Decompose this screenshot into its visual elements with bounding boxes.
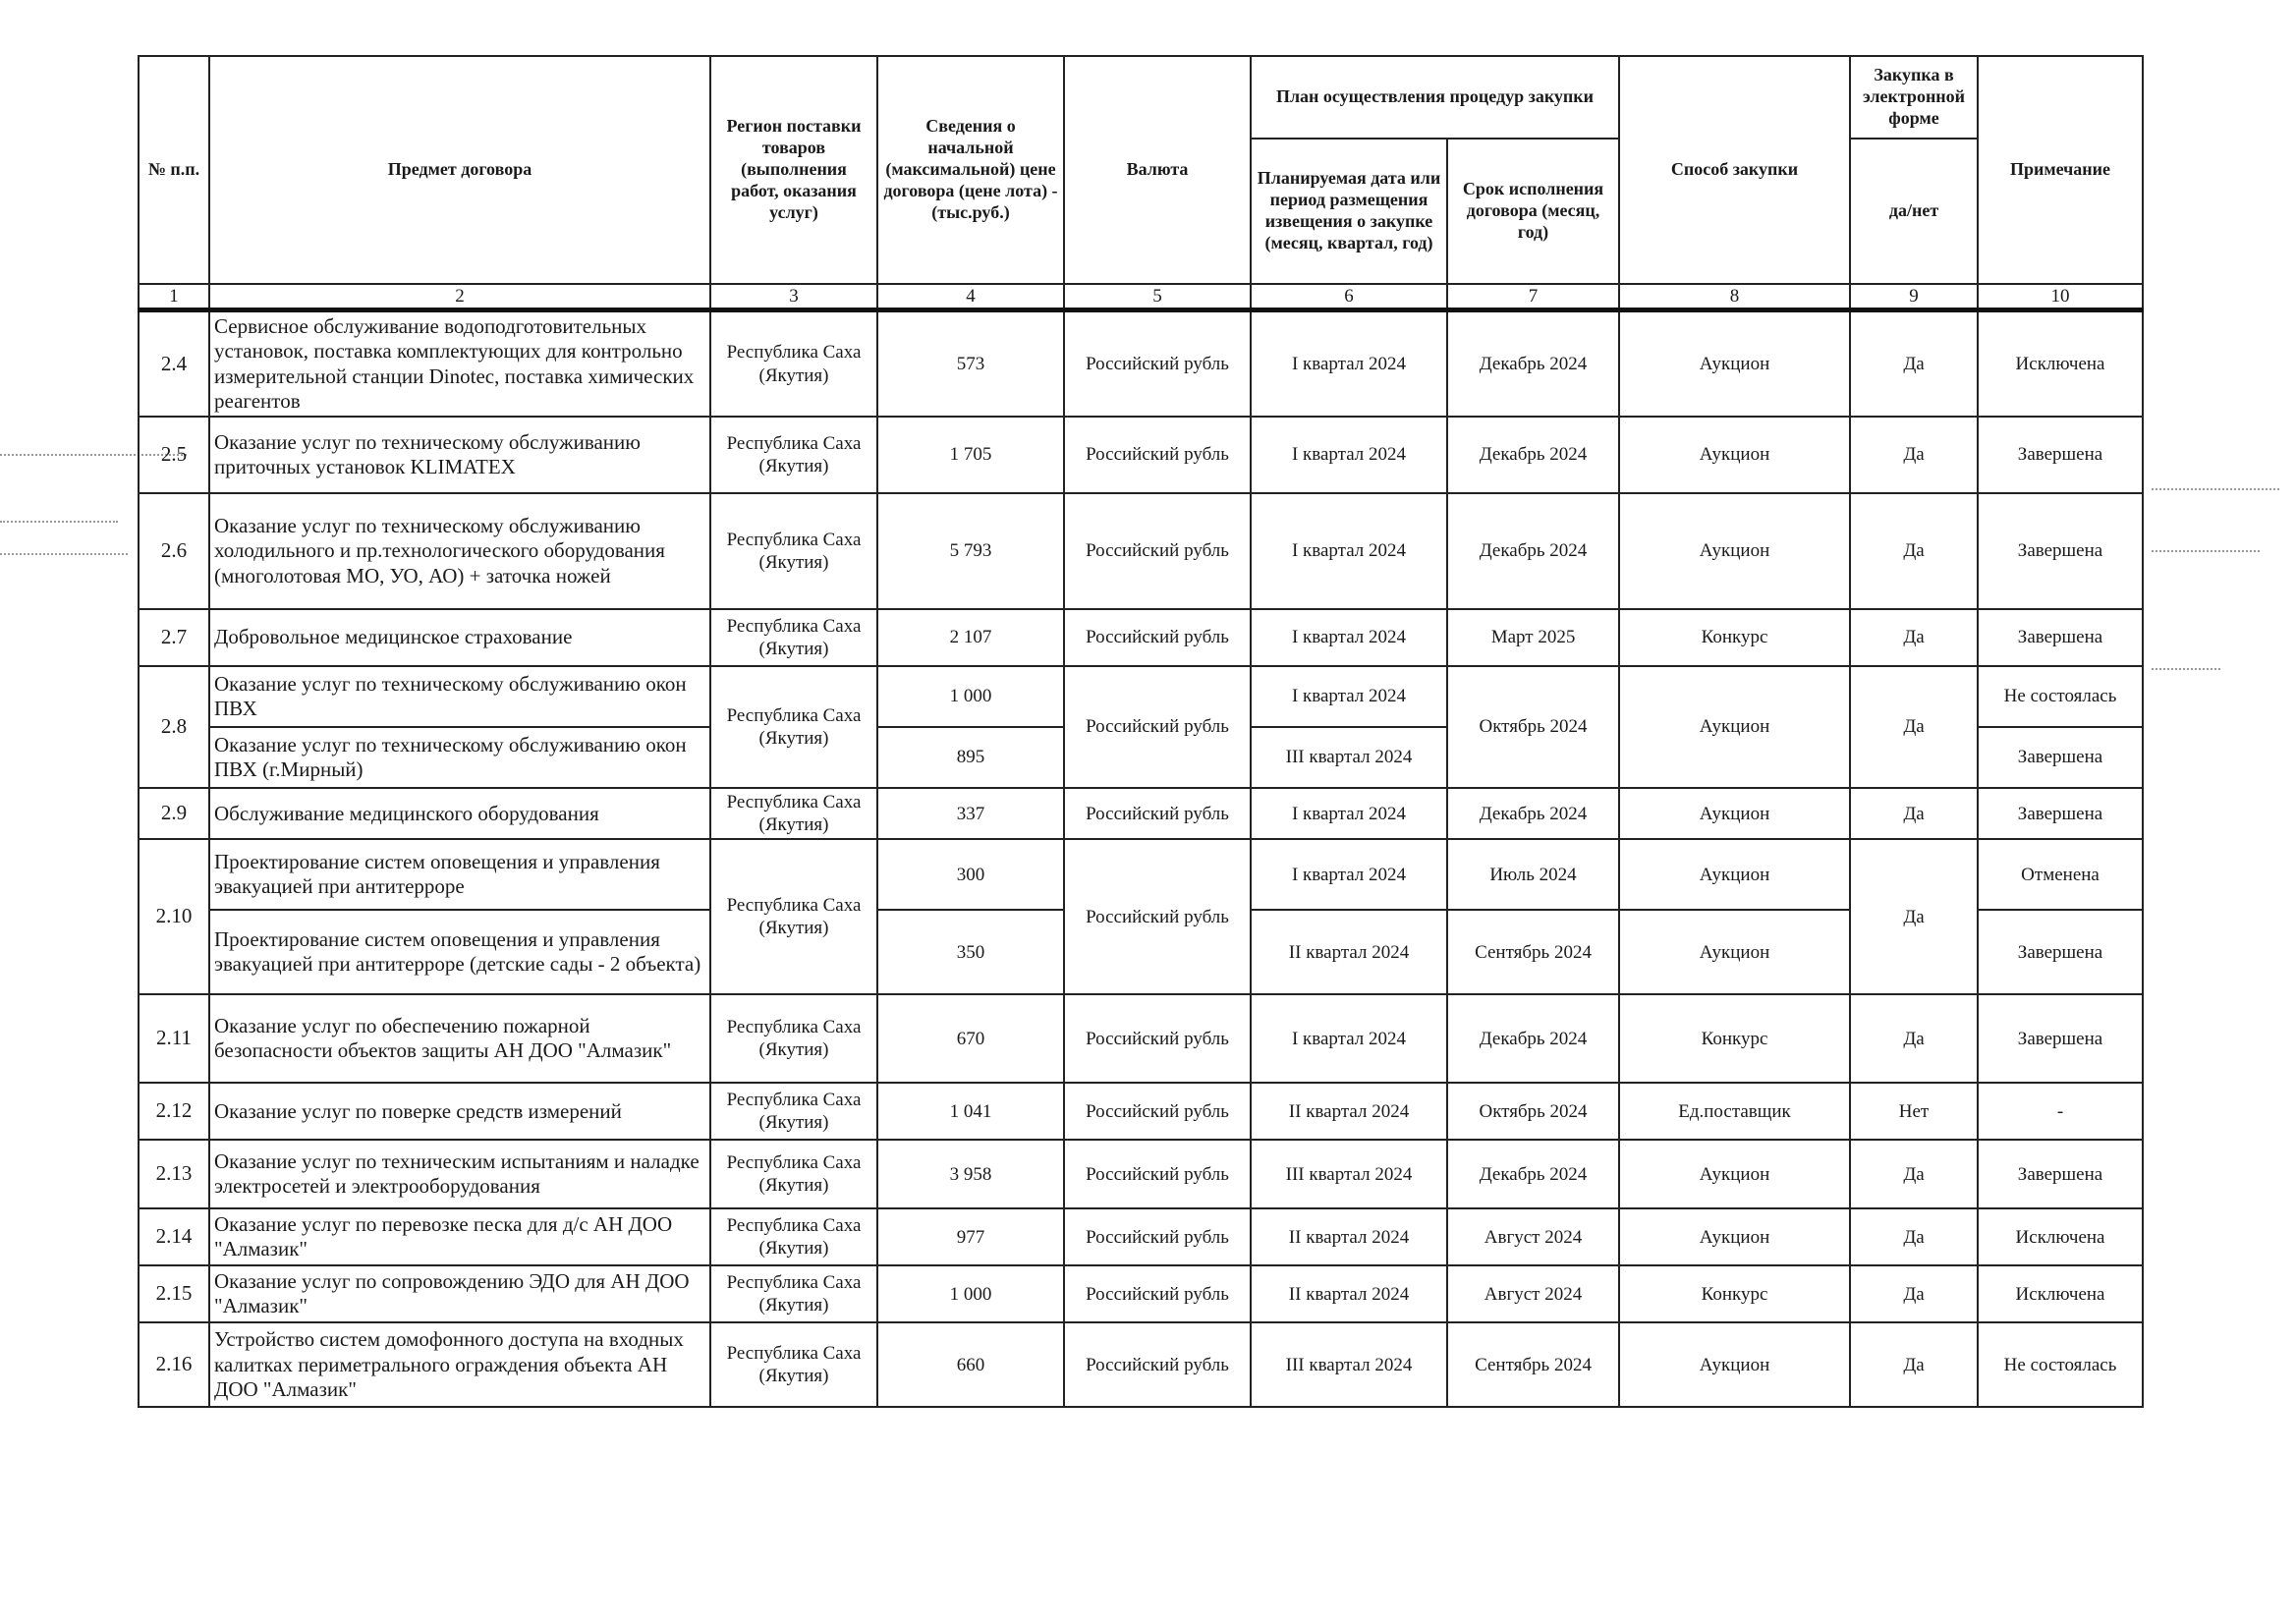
price-cell: 300	[877, 839, 1064, 910]
currency-cell: Российский рубль	[1064, 1083, 1251, 1140]
contract-subject: Оказание услуг по техническому обслуживанию окон ПВХ	[209, 666, 710, 727]
method-cell: Аукцион	[1619, 417, 1850, 493]
electronic-cell: Да	[1850, 788, 1978, 839]
note-cell: Завершена	[1978, 417, 2143, 493]
electronic-cell: Да	[1850, 493, 1978, 609]
table-row	[139, 609, 2143, 666]
column-number: 3	[710, 284, 877, 310]
method-cell: Аукцион	[1619, 493, 1850, 609]
header-num: № п.п.	[139, 56, 209, 284]
row-number: 2.5	[139, 417, 209, 493]
contract-subject: Оказание услуг по обеспечению пожарной безопасности объектов защиты АН ДОО "Алмазик"	[209, 994, 710, 1083]
electronic-cell: Нет	[1850, 1083, 1978, 1140]
plan-date-cell: I квартал 2024	[1251, 310, 1447, 417]
column-number: 4	[877, 284, 1064, 310]
row-number: 2.4	[139, 310, 209, 417]
region-cell: Республика Саха (Якутия)	[710, 310, 877, 417]
row-number: 2.6	[139, 493, 209, 609]
plan-date-cell: I квартал 2024	[1251, 994, 1447, 1083]
contract-subject: Оказание услуг по перевозке песка для д/с АН ДОО "Алмазик"	[209, 1208, 710, 1265]
term-cell: Октябрь 2024	[1447, 1083, 1619, 1140]
currency-cell: Российский рубль	[1064, 839, 1251, 994]
region-cell: Республика Саха (Якутия)	[710, 417, 877, 493]
plan-date-cell: II квартал 2024	[1251, 1083, 1447, 1140]
contract-subject: Обслуживание медицинского оборудования	[209, 788, 710, 839]
header-yesno: да/нет	[1850, 139, 1978, 284]
row-number: 2.13	[139, 1140, 209, 1208]
table-row	[139, 310, 2143, 417]
plan-date-cell: I квартал 2024	[1251, 417, 1447, 493]
electronic-cell: Да	[1850, 609, 1978, 666]
electronic-cell: Да	[1850, 1265, 1978, 1322]
note-cell: Завершена	[1978, 1140, 2143, 1208]
term-cell: Декабрь 2024	[1447, 493, 1619, 609]
plan-date-cell: I квартал 2024	[1251, 788, 1447, 839]
row-number: 2.12	[139, 1083, 209, 1140]
table-row	[139, 994, 2143, 1083]
header-region: Регион поставки товаров (выполнения работ, оказания услуг)	[710, 56, 877, 284]
row-number: 2.15	[139, 1265, 209, 1322]
region-cell: Республика Саха (Якутия)	[710, 994, 877, 1083]
method-cell: Конкурс	[1619, 609, 1850, 666]
table-row	[139, 788, 2143, 839]
price-cell: 660	[877, 1322, 1064, 1407]
method-cell: Аукцион	[1619, 1208, 1850, 1265]
contract-subject: Проектирование систем оповещения и управления эвакуацией при антитерроре	[209, 839, 710, 910]
column-number: 2	[209, 284, 710, 310]
column-number: 9	[1850, 284, 1978, 310]
table-row	[139, 1083, 2143, 1140]
header-note: Примечание	[1978, 56, 2143, 284]
method-cell: Аукцион	[1619, 1322, 1850, 1407]
note-cell: Завершена	[1978, 609, 2143, 666]
region-cell: Республика Саха (Якутия)	[710, 1208, 877, 1265]
row-number: 2.16	[139, 1322, 209, 1407]
note-cell: Не состоялась	[1978, 1322, 2143, 1407]
header-price: Сведения о начальной (максимальной) цене договора (цене лота) - (тыс.руб.)	[877, 56, 1064, 284]
row-number: 2.8	[139, 666, 209, 788]
header-term: Срок исполнения договора (месяц, год)	[1447, 139, 1619, 284]
currency-cell: Российский рубль	[1064, 1208, 1251, 1265]
term-cell: Декабрь 2024	[1447, 310, 1619, 417]
plan-date-cell: III квартал 2024	[1251, 727, 1447, 788]
plan-date-cell: II квартал 2024	[1251, 1208, 1447, 1265]
scan-artifact	[0, 521, 118, 524]
region-cell: Республика Саха (Якутия)	[710, 839, 877, 994]
contract-subject: Оказание услуг по техническому обслуживанию приточных установок KLIMATEX	[209, 417, 710, 493]
row-number: 2.10	[139, 839, 209, 994]
price-cell: 350	[877, 910, 1064, 994]
price-cell: 337	[877, 788, 1064, 839]
row-number: 2.7	[139, 609, 209, 666]
electronic-cell: Да	[1850, 310, 1978, 417]
electronic-cell: Да	[1850, 1322, 1978, 1407]
price-cell: 1 000	[877, 1265, 1064, 1322]
method-cell: Аукцион	[1619, 666, 1850, 788]
contract-subject: Оказание услуг по техническим испытаниям и наладке электросетей и электрооборудования	[209, 1140, 710, 1208]
price-cell: 670	[877, 994, 1064, 1083]
plan-date-cell: II квартал 2024	[1251, 910, 1447, 994]
electronic-cell: Да	[1850, 1140, 1978, 1208]
table-row	[139, 1140, 2143, 1208]
method-cell: Аукцион	[1619, 310, 1850, 417]
note-cell: Отменена	[1978, 839, 2143, 910]
plan-date-cell: I квартал 2024	[1251, 666, 1447, 727]
price-cell: 1 705	[877, 417, 1064, 493]
note-cell: Исключена	[1978, 1208, 2143, 1265]
currency-cell: Российский рубль	[1064, 1322, 1251, 1407]
currency-cell: Российский рубль	[1064, 493, 1251, 609]
header-currency: Валюта	[1064, 56, 1251, 284]
term-cell: Август 2024	[1447, 1208, 1619, 1265]
table-row	[139, 1208, 2143, 1265]
electronic-cell: Да	[1850, 839, 1978, 994]
currency-cell: Российский рубль	[1064, 666, 1251, 788]
currency-cell: Российский рубль	[1064, 1140, 1251, 1208]
note-cell: Исключена	[1978, 1265, 2143, 1322]
column-number: 7	[1447, 284, 1619, 310]
method-cell: Конкурс	[1619, 994, 1850, 1083]
term-cell: Декабрь 2024	[1447, 994, 1619, 1083]
method-cell: Ед.поставщик	[1619, 1083, 1850, 1140]
region-cell: Республика Саха (Якутия)	[710, 1265, 877, 1322]
contract-subject: Оказание услуг по сопровождению ЭДО для АН ДОО "Алмазик"	[209, 1265, 710, 1322]
method-cell: Конкурс	[1619, 1265, 1850, 1322]
table-row	[139, 839, 2143, 910]
currency-cell: Российский рубль	[1064, 788, 1251, 839]
price-cell: 1 000	[877, 666, 1064, 727]
term-cell: Июль 2024	[1447, 839, 1619, 910]
price-cell: 3 958	[877, 1140, 1064, 1208]
currency-cell: Российский рубль	[1064, 417, 1251, 493]
contract-subject: Устройство систем домофонного доступа на входных калитках периметрального ограждения объекта АН ДОО "Алмазик"	[209, 1322, 710, 1407]
method-cell: Аукцион	[1619, 839, 1850, 910]
plan-date-cell: III квартал 2024	[1251, 1140, 1447, 1208]
row-number: 2.14	[139, 1208, 209, 1265]
term-cell: Март 2025	[1447, 609, 1619, 666]
header-plan-date: Планируемая дата или период размещения извещения о закупке (месяц, квартал, год)	[1251, 139, 1447, 284]
header-subject: Предмет договора	[209, 56, 710, 284]
plan-date-cell: I квартал 2024	[1251, 609, 1447, 666]
column-number: 6	[1251, 284, 1447, 310]
contract-subject: Добровольное медицинское страхование	[209, 609, 710, 666]
region-cell: Республика Саха (Якутия)	[710, 1322, 877, 1407]
term-cell: Декабрь 2024	[1447, 417, 1619, 493]
price-cell: 2 107	[877, 609, 1064, 666]
scan-artifact	[2152, 488, 2279, 491]
table-row	[139, 1322, 2143, 1407]
note-cell: Завершена	[1978, 788, 2143, 839]
note-cell: Завершена	[1978, 910, 2143, 994]
currency-cell: Российский рубль	[1064, 994, 1251, 1083]
header-plan: План осуществления процедур закупки	[1251, 56, 1619, 139]
note-cell: -	[1978, 1083, 2143, 1140]
price-cell: 977	[877, 1208, 1064, 1265]
method-cell: Аукцион	[1619, 910, 1850, 994]
row-number: 2.9	[139, 788, 209, 839]
note-cell: Не состоялась	[1978, 666, 2143, 727]
procurement-plan-table	[138, 55, 2144, 1408]
scan-artifact	[2152, 550, 2260, 553]
note-cell: Завершена	[1978, 727, 2143, 788]
region-cell: Республика Саха (Якутия)	[710, 493, 877, 609]
region-cell: Республика Саха (Якутия)	[710, 1083, 877, 1140]
price-cell: 5 793	[877, 493, 1064, 609]
note-cell: Исключена	[1978, 310, 2143, 417]
term-cell: Октябрь 2024	[1447, 666, 1619, 788]
plan-date-cell: I квартал 2024	[1251, 839, 1447, 910]
table-row	[139, 417, 2143, 493]
plan-date-cell: III квартал 2024	[1251, 1322, 1447, 1407]
scan-artifact	[0, 553, 128, 556]
method-cell: Аукцион	[1619, 788, 1850, 839]
term-cell: Декабрь 2024	[1447, 788, 1619, 839]
price-cell: 895	[877, 727, 1064, 788]
contract-subject: Оказание услуг по техническому обслуживанию холодильного и пр.технологического оборудования (многолотовая МО, УО, АО) + заточка ножей	[209, 493, 710, 609]
scan-artifact	[2152, 668, 2220, 671]
method-cell: Аукцион	[1619, 1140, 1850, 1208]
region-cell: Республика Саха (Якутия)	[710, 1140, 877, 1208]
column-number: 8	[1619, 284, 1850, 310]
contract-subject: Оказание услуг по поверке средств измерений	[209, 1083, 710, 1140]
electronic-cell: Да	[1850, 417, 1978, 493]
price-cell: 573	[877, 310, 1064, 417]
column-number: 5	[1064, 284, 1251, 310]
column-number: 10	[1978, 284, 2143, 310]
header-method: Способ закупки	[1619, 56, 1850, 284]
term-cell: Август 2024	[1447, 1265, 1619, 1322]
region-cell: Республика Саха (Якутия)	[710, 609, 877, 666]
region-cell: Республика Саха (Якутия)	[710, 788, 877, 839]
plan-date-cell: I квартал 2024	[1251, 493, 1447, 609]
electronic-cell: Да	[1850, 666, 1978, 788]
table-row	[139, 1265, 2143, 1322]
column-number: 1	[139, 284, 209, 310]
electronic-cell: Да	[1850, 994, 1978, 1083]
currency-cell: Российский рубль	[1064, 609, 1251, 666]
table-row	[139, 493, 2143, 609]
currency-cell: Российский рубль	[1064, 310, 1251, 417]
price-cell: 1 041	[877, 1083, 1064, 1140]
contract-subject: Проектирование систем оповещения и управления эвакуацией при антитерроре (детские сады - 2 объекта)	[209, 910, 710, 994]
note-cell: Завершена	[1978, 994, 2143, 1083]
header-electronic: Закупка в электронной форме	[1850, 56, 1978, 139]
row-number: 2.11	[139, 994, 209, 1083]
contract-subject: Оказание услуг по техническому обслуживанию окон ПВХ (г.Мирный)	[209, 727, 710, 788]
table-row	[139, 666, 2143, 727]
term-cell: Сентябрь 2024	[1447, 1322, 1619, 1407]
note-cell: Завершена	[1978, 493, 2143, 609]
contract-subject: Сервисное обслуживание водоподготовительных установок, поставка комплектующих для контрольно измерительной станции Dinotec, поставка химических реагентов	[209, 310, 710, 417]
term-cell: Сентябрь 2024	[1447, 910, 1619, 994]
currency-cell: Российский рубль	[1064, 1265, 1251, 1322]
term-cell: Декабрь 2024	[1447, 1140, 1619, 1208]
plan-date-cell: II квартал 2024	[1251, 1265, 1447, 1322]
electronic-cell: Да	[1850, 1208, 1978, 1265]
region-cell: Республика Саха (Якутия)	[710, 666, 877, 788]
